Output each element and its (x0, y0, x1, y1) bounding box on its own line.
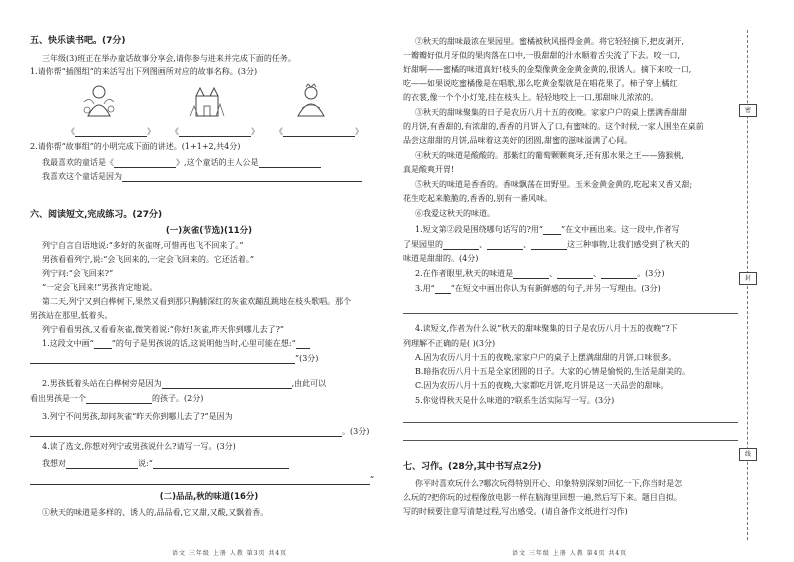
favorite-story-blank[interactable] (114, 158, 176, 168)
seal-mark-2: 封 (739, 272, 757, 285)
answer-blank[interactable] (531, 240, 567, 250)
p1-line: 第二天,列宁又到白桦树下,果然又看到那只胸脯深红的灰雀欢蹦乱跳地在枝头歌唱。那个 (42, 297, 352, 306)
right-page-footer: 语文 三年级 上册 人教 第4页 共4页 (512, 550, 628, 557)
reason-blank[interactable] (122, 172, 362, 182)
p2-question-3: 3.用“ ”在短文中画出你认为有新鲜感的句子,并另一写理由。(3分) (415, 284, 661, 293)
underline-mark (543, 225, 561, 235)
answer-blank[interactable] (153, 459, 289, 469)
p1-line: 列宁自言自语地说:“多好的灰雀呀,可惜再也飞不回来了。” (42, 241, 244, 250)
seal-mark-1: 密 (739, 104, 757, 117)
answer-blank[interactable] (513, 269, 549, 279)
answer-blank[interactable] (296, 339, 310, 349)
story-name-blank-3[interactable]: 《 》 (275, 127, 363, 136)
story-name-blank-2[interactable]: 《 》 (171, 127, 259, 136)
option-c[interactable]: C.因为农历八月十五的夜晚,大家都吃月饼,吃月饼是这一天品尝的甜味。 (415, 381, 669, 390)
p2-line: ①秋天的味道是多样的、诱人的,品品看,它又甜,又酸,又飘着香。 (42, 508, 269, 517)
p1-line: 男孩看看列宁,说:“会飞回来的,一定会飞回来的。它还活着。” (42, 255, 254, 264)
p1-question-3: 3.列宁不问男孩,却问灰雀“昨天你到哪儿去了?”是因为 (42, 412, 233, 421)
passage-1-title: (一)灰雀(节选)(11分) (165, 226, 253, 236)
p2-line: 品尝这甜甜的月饼,品味着这美好的团圆,甜蜜的滋味溢满了心间。 (403, 136, 633, 145)
answer-line[interactable] (403, 422, 738, 423)
p1-line: “一定会飞回来!”男孩肯定地说。 (42, 283, 158, 292)
p2-line: ⑥我爱这秋天的味道。 (415, 209, 495, 218)
answer-line[interactable] (403, 313, 738, 314)
p2-line: 花生吃起来脆脆的,香香的,别有一番风味。 (403, 194, 553, 203)
p1-line: 列宁看看男孩,又看看灰雀,微笑着说:“你好!灰雀,昨天你到哪儿去了?” (42, 325, 285, 334)
p2-line: ②秋天的甜味最浓在果园里。蜜橘被秋风摇得金黄。将它轻轻摘下,把皮剥开, (415, 37, 685, 46)
p2-line: 一瓣瓣好似月牙似的果肉落在口中,一股甜甜的汁水顺着舌尖流了下去。咬一口, (403, 51, 681, 60)
p1-question-2: 2.男孩低着头站在白桦树旁是因为 ,由此可以 (42, 379, 327, 388)
p1-question-3-cont: 。(3分) (30, 426, 369, 437)
left-page-footer: 语文 三年级 上册 人教 第3页 共4页 (172, 550, 288, 557)
p2-line: 的月饼,有香甜的,有浓甜的,香香的月饼入了口,有蜜味的。这个时候,一家人围坐在桌前 (403, 122, 704, 131)
p2-line: ⑤秋天的味道是香香的。香味飘荡在田野里。玉米金黄金黄的,吃起来又香又甜; (415, 180, 693, 189)
answer-blank[interactable] (30, 354, 295, 364)
p2-question-4-cont: 列理解不正确的是( )(3分) (403, 339, 496, 348)
s7-line: 写的时候要注意写清楚过程,写出感受。(请自备作文纸进行习作) (403, 507, 628, 516)
p2-line: ③秋天的甜味聚集的日子是农历八月十五的夜晚。家家户户的桌上摆满香甜甜 (415, 108, 687, 117)
s7-line: 么玩的?把你玩的过程像放电影一样在脑海里回想一遍,然后写下来。题目自拟。 (403, 493, 682, 502)
p2-line: ④秋天的味道是酸酸的。那紫红的葡萄颗颗爽牙,还有那水果之王——猕猴桃, (415, 151, 685, 160)
answer-blank[interactable] (487, 240, 523, 250)
s5-question-2: 2.请你帮“故事组”的小明完成下面的讲述。(1+1+2,共4分) (30, 142, 241, 151)
p2-line: 好甜啊——蜜橘的味道真好!枝头的金梨像黄金金黄金黄的,很诱人。摘下来咬一口, (403, 65, 692, 74)
p1-question-4-cont: ” (30, 474, 374, 485)
option-b[interactable]: B.暗指农历八月十五是全家团圆的日子。大家的心情是愉悦的,生活是甜美的。 (415, 367, 690, 376)
passage-2-title: (二)品品,秋的味道(16分) (159, 492, 259, 502)
castle-illustration (188, 82, 226, 118)
p1-line: 男孩站在那里,低着头。 (30, 311, 113, 320)
protagonist-blank[interactable] (259, 158, 321, 168)
girl-illustration (80, 82, 118, 118)
s5-question-1: 1.请你帮“插图组”的来活写出下列图画所对应的故事名称。(3分) (30, 67, 258, 76)
seal-mark-3: 线 (739, 448, 757, 461)
s5-intro: 三年级(3)班正在举办童话故事分享会,请你参与进来并完成下面的任务。 (42, 54, 296, 63)
answer-blank[interactable] (30, 475, 370, 485)
p2-line: 真是酸爽开胃! (403, 165, 455, 174)
answer-blank[interactable] (66, 459, 138, 469)
option-a[interactable]: A.因为农历八月十五的夜晚,家家户户的桌子上摆满甜甜的月饼,口味很多。 (415, 353, 677, 362)
story-name-blank-1[interactable]: 《 》 (67, 127, 155, 136)
section-7-title: 七、习作。(28分,其中书写点2分) (403, 462, 542, 472)
p2-question-4: 4.读短文,作者为什么说“秋天的甜味聚集的日子是农历八月十五的夜晚”?下 (415, 324, 678, 333)
section-6-title: 六、阅读短文,完成练习。(27分) (30, 210, 163, 220)
left-page (30, 0, 388, 562)
p2-line: 吃——如果说吃蜜橘像是在唱歌,那么吃黄金梨就是在唱花果了。柿子穿上橘红 (403, 79, 678, 88)
right-page (403, 0, 738, 562)
answer-line[interactable] (403, 440, 738, 441)
p1-question-2-cont: 看出男孩是一个 的孩子。(2分) (30, 394, 204, 403)
reason-line: 我喜欢这个童话是因为 (42, 171, 362, 182)
answer-blank[interactable] (30, 427, 342, 437)
answer-blank[interactable] (86, 394, 152, 404)
underline-mark (435, 284, 451, 294)
p1-question-1: 1.这段文中画“ ”的句子是男孩说的话,这说明他当时,心里可能在想:“ (42, 338, 310, 349)
p1-line: 列宁问:“会飞回来?” (42, 269, 114, 278)
p1-question-4-answer: 我想对 说:“ (42, 458, 289, 469)
p2-question-1-cont: 了果园里的 、 、 这三种事物,让我们感受到了秋天的 (403, 240, 690, 249)
p1-question-4: 4.读了选文,你想对列宁或男孩说什么?请写一写。(3分) (42, 442, 236, 451)
p2-question-5: 5.你觉得秋天是什么味道的?联系生活实际写一写。(3分) (415, 396, 615, 405)
p2-question-2: 2.在作者眼里,秋天的味道是 、 、 。(3分) (415, 269, 665, 278)
answer-blank[interactable] (443, 240, 479, 250)
answer-blank[interactable] (162, 379, 292, 389)
p1-question-1-cont: ”(3分) (30, 353, 318, 364)
answer-blank[interactable] (601, 269, 637, 279)
p2-line: 的衣裳,像一个个小灯笼,挂在枝头上。轻轻地咬上一口,那甜味儿浓浓的。 (403, 93, 659, 102)
favorite-story-line: 我最喜欢的童话是《 》,这个童话的主人公是 (42, 157, 321, 168)
section-5-title: 五、快乐读书吧。(7分) (30, 36, 126, 46)
queen-illustration (292, 82, 330, 118)
underline-mark (94, 339, 112, 349)
answer-blank[interactable] (557, 269, 593, 279)
p2-question-1: 1.短文第②段是围绕哪句话写的?用“ ”在文中画出来。这一段中,作者写 (415, 225, 680, 234)
p2-question-1-end: 味道是甜甜的。(4分) (403, 254, 479, 263)
s7-line: 你平时喜欢玩什么?哪次玩得特别开心、印象特别深刻?回忆一下,你当时是怎 (415, 479, 683, 488)
